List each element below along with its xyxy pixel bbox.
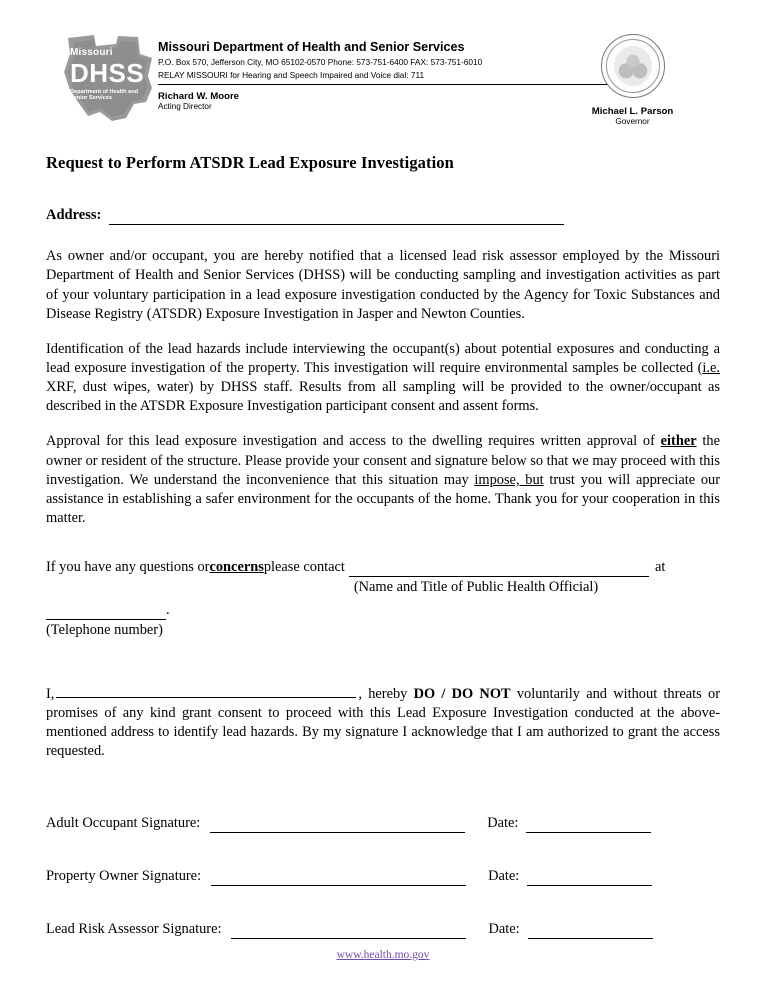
property-owner-signature-input[interactable] xyxy=(211,872,466,886)
governor-name: Michael L. Parson xyxy=(591,106,674,117)
governor-block xyxy=(545,34,720,126)
paragraph-identification-ie: i.e. xyxy=(702,360,720,376)
signature-row-owner xyxy=(46,867,720,886)
official-name-input[interactable] xyxy=(349,563,649,577)
contact-lead-text: If you have any questions or xyxy=(46,559,210,576)
signature-row-occupant xyxy=(46,814,720,833)
consent-text-a: , hereby xyxy=(358,685,414,702)
phone-period: . xyxy=(166,601,170,618)
contact-mid-text: please contact xyxy=(263,559,345,576)
adult-occupant-date-input[interactable] xyxy=(526,819,651,833)
page-title: Request to Perform ATSDR Lead Exposure Investigation xyxy=(46,153,454,172)
agency-address-line2: RELAY MISSOURI for Hearing and Speech Impaired and Voice dial: 711 xyxy=(158,70,425,81)
paragraph-notification xyxy=(46,247,720,324)
contact-at-text: at xyxy=(654,559,666,576)
paragraph-identification-text-a: Identification of the lead hazards include interviewing the occupant(s) about potential exposures and conducting a lead exposure investigation of the property. This investigation will require environmental samples be collected ( xyxy=(46,340,720,376)
logo-subtitle-text: Department of Health and Senior Services xyxy=(70,88,139,102)
contact-concerns-word: concerns xyxy=(209,559,264,576)
dhss-logo xyxy=(60,32,160,124)
director-name: Richard W. Moore xyxy=(158,90,240,102)
paragraph-identification-text-b: XRF, dust wipes, water) by DHSS staff. Results from all sampling will be provided to the owner/occupant as described in the ATSDR Exposure Investigation participant consent and assent forms. xyxy=(46,379,720,415)
address-input[interactable] xyxy=(109,211,564,225)
consent-do-donot: DO / DO NOT xyxy=(413,685,511,702)
logo-dhss-text: DHSS xyxy=(70,57,145,88)
consent-i-text: I, xyxy=(46,685,55,702)
header-divider xyxy=(158,84,608,85)
paragraph-notification-text: As owner and/or occupant, you are hereby notified that a licensed lead risk assessor employed by the Missouri Department of Health and Senior Services (DHSS) will be conducting sampling and investigation activities as part of your voluntary participation in a lead exposure investigation conducted by the Agency for Toxic Substances and Disease Registry (ATSDR) Exposure Investigation in Jasper and Newton Counties. xyxy=(46,248,720,322)
dhss-logo-text xyxy=(70,48,158,102)
paragraph-approval xyxy=(46,432,720,528)
paragraph-approval-text-b: the owner or resident of the structure. Please provide your consent and signature below so that we may proceed with this investigation. We understand the inconvenience that this situation may xyxy=(46,433,720,488)
consent-text-b: voluntarily and without threats or promises of any kind grant consent to proceed with this Lead Exposure Investigation conducted at the above-mentioned address to identify lead hazards. By my signature I acknowledge that I am authorized to grant the access requested. xyxy=(46,685,720,760)
address-label: Address: xyxy=(46,206,102,223)
paragraph-approval-impose: impose, but xyxy=(474,471,544,488)
consent-paragraph xyxy=(46,684,720,762)
consent-statement xyxy=(46,684,720,762)
paragraph-approval-text-c: trust you will appreciate our assistance in establishing a safer environment for the occupants of the home. Thank you for your cooperation in this matter. xyxy=(46,471,721,527)
lead-risk-assessor-signature-input[interactable] xyxy=(231,925,466,939)
letterhead xyxy=(46,30,720,126)
telephone-caption: (Telephone number) xyxy=(46,621,163,638)
property-owner-date-input[interactable] xyxy=(527,872,652,886)
footer xyxy=(0,945,766,963)
contact-block xyxy=(46,558,720,640)
health-website-link[interactable]: www.health.mo.gov xyxy=(336,949,430,961)
signature-block xyxy=(46,814,720,939)
address-row xyxy=(46,206,720,225)
consenter-name-input[interactable] xyxy=(56,684,356,698)
lead-risk-assessor-signature-label: Lead Risk Assessor Signature: xyxy=(46,920,222,937)
contact-line xyxy=(46,558,720,577)
governor-role: Governor xyxy=(615,117,650,126)
property-owner-date-label: Date: xyxy=(488,867,520,884)
adult-occupant-date-label: Date: xyxy=(487,814,519,831)
document-body xyxy=(46,152,720,939)
agency-header xyxy=(158,40,608,111)
phone-line xyxy=(46,601,720,620)
paragraph-approval-text-a: Approval for this lead exposure investigation and access to the dwelling requires written approval of xyxy=(46,433,661,450)
adult-occupant-signature-label: Adult Occupant Signature: xyxy=(46,814,201,831)
agency-address-line1: P.O. Box 570, Jefferson City, MO 65102-0570 Phone: 573-751-6400 FAX: 573-751-6010 xyxy=(158,57,483,68)
official-name-caption: (Name and Title of Public Health Official) xyxy=(353,579,599,596)
property-owner-signature-label: Property Owner Signature: xyxy=(46,867,202,884)
agency-title: Missouri Department of Health and Senior Services xyxy=(158,40,465,54)
state-seal-icon xyxy=(601,34,665,98)
paragraph-approval-either: either xyxy=(660,433,697,450)
telephone-input[interactable] xyxy=(46,606,166,620)
logo-missouri-text: Missouri xyxy=(70,47,113,58)
director-role: Acting Director xyxy=(158,101,212,111)
lead-risk-assessor-date-label: Date: xyxy=(488,920,520,937)
adult-occupant-signature-input[interactable] xyxy=(210,819,465,833)
paragraph-identification xyxy=(46,340,720,417)
document-page xyxy=(0,30,766,981)
lead-risk-assessor-date-input[interactable] xyxy=(528,925,653,939)
signature-row-assessor xyxy=(46,920,720,939)
